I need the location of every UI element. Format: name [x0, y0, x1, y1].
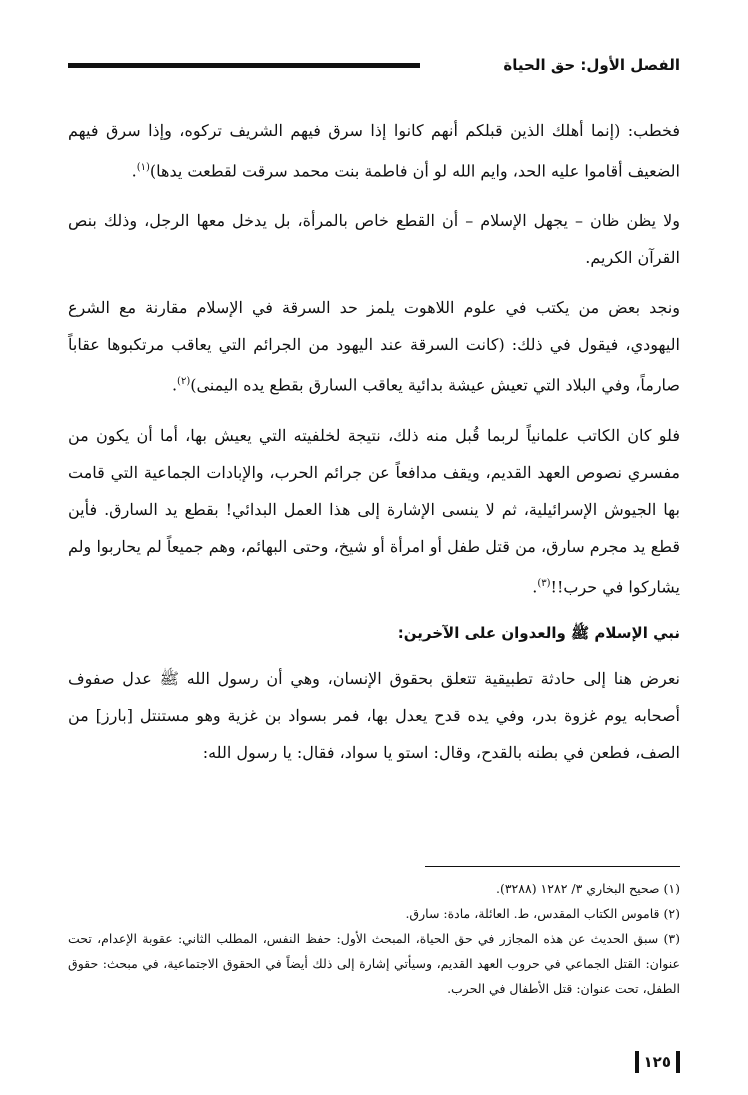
page-number: ١٢٥ — [643, 1053, 671, 1071]
folio-bar-left — [635, 1051, 639, 1073]
paragraph-4 — [68, 417, 680, 605]
section-subheading: نبي الإسلام ﷺ والعدوان على الآخرين: — [397, 623, 680, 642]
paragraph-3-text: ونجد بعض من يكتب في علوم اللاهوت يلمز حد السرقة في الإسلام مقارنة مع الشرع اليهودي، فيقول في ذلك: (كانت السرقة عند اليهود من الجرائم التي يعاقب مرتكبوها عقاباً صارماً، وفي البلاد التي تعيش عيشة بدائية يعاقب السارق بقطع يده اليمنى) — [68, 298, 680, 395]
chapter-title: الفصل الأول: حق الحياة — [503, 56, 680, 74]
footnote-ref-2: (٢) — [177, 376, 191, 388]
body-text — [68, 112, 680, 784]
paragraph-3 — [68, 289, 680, 403]
paragraph-1 — [68, 112, 680, 189]
paragraph-1-end: . — [131, 161, 137, 181]
footnote-ref-3: (٣) — [537, 577, 551, 589]
page-number-box — [635, 1050, 680, 1074]
paragraph-5: نعرض هنا إلى حادثة تطبيقية تتعلق بحقوق الإنسان، وهي أن رسول الله ﷺ عدل صفوف أصحابه يوم غزوة بدر، وفي يده قدح يعدل بها، فمر بسواد بن غزية وهو مستنتل [بارز] من الصف، فطعن في بطنه بالقدح، وقال: استو يا سواد، فقال: يا رسول الله: — [68, 668, 680, 762]
footnote-ref-1: (١) — [136, 162, 150, 173]
footnote-2: (٢) قاموس الكتاب المقدس، ط. العائلة، مادة: سارق. — [405, 906, 680, 921]
footnote-3: (٣) سبق الحديث عن هذه المجازر في حق الحياة، المبحث الأول: حفظ النفس، المطلب الثاني: عقوبة الإعدام، تحت عنوان: القتل الجماعي في حروب العهد القديم، وسيأتي إشارة إلى ذلك أيضاً في الحقوق الاجتماعية، في مبحث: حقوق الطفل، تحت عنوان: قتل الأطفال في الحرب. — [68, 931, 680, 996]
header-rule — [68, 63, 420, 68]
paragraph-4-end: . — [532, 576, 538, 596]
paragraph-1-text: فخطب: (إنما أهلك الذين قبلكم أنهم كانوا إذا سرق فيهم الشريف تركوه، وإذا سرق فيهم الضعيف أقاموا عليه الحد، وايم الله لو أن فاطمة بنت محمد سرقت لقطعت يدها) — [68, 121, 680, 181]
paragraph-2: ولا يظن ظان – يجهل الإسلام – أن القطع خاص بالمرأة، بل يدخل معها الرجل، وذلك بنص القرآن الكريم. — [68, 211, 680, 268]
paragraph-4-text: فلو كان الكاتب علمانياً لربما قُبل منه ذلك، نتيجة لخلفيته التي يعيش بها، أما أن يكون من مفسري نصوص العهد القديم، ويقف مدافعاً عن جرائم الحرب، والإبادات الجماعية التي قامت بها الجيوش الإسرائيلية، ثم لا ينسى الإشارة إلى هذا العمل البدائي! بقطع يد السارق. فأين قطع يد مجرم سارق، من قتل طفل أو امرأة أو شيخ، وحتى البهائم، وهم جميعاً لم يحاربوا ولم يشاركوا في حرب!! — [68, 425, 680, 596]
footnotes — [68, 876, 680, 1001]
paragraph-3-end: . — [171, 375, 178, 395]
running-header — [68, 52, 680, 78]
footnote-1: (١) صحيح البخاري ٣/ ١٢٨٢ (٣٢٨٨). — [495, 881, 680, 896]
footnote-rule — [425, 866, 680, 867]
folio-bar-right — [676, 1051, 680, 1073]
